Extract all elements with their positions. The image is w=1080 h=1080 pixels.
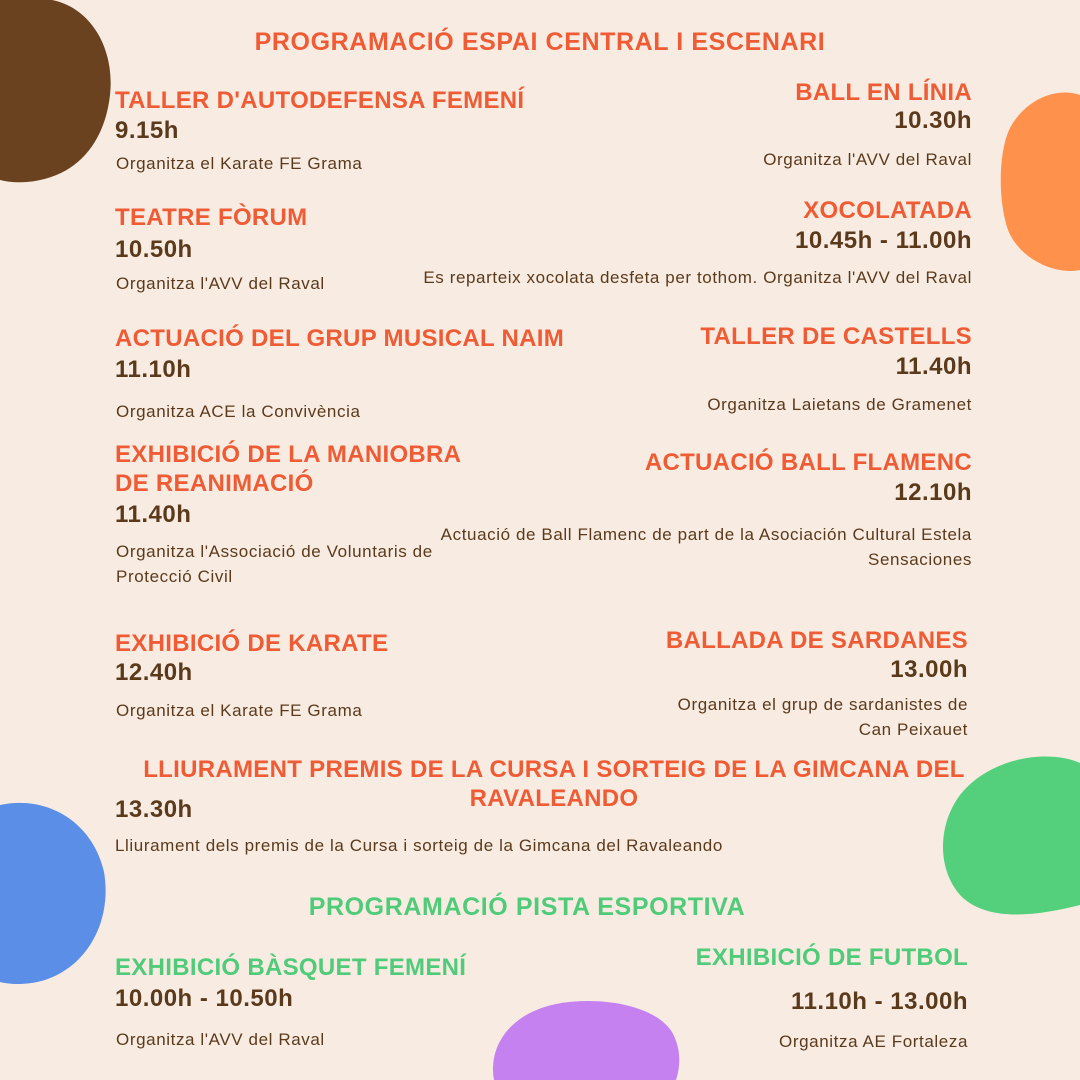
section-title-central: PROGRAMACIÓ ESPAI CENTRAL I ESCENARI — [254, 28, 826, 56]
event-organizer: Organitza el Karate FE Grama — [116, 701, 363, 720]
event-title: TALLER DE CASTELLS — [700, 323, 972, 350]
event-title: TEATRE FÒRUM — [115, 204, 308, 231]
event-time: 10.00h - 10.50h — [115, 985, 294, 1012]
event-time: 11.10h — [115, 356, 192, 383]
event-time: 10.45h - 11.00h — [795, 227, 972, 254]
event-title: ACTUACIÓ DEL GRUP MUSICAL NAIM — [115, 325, 565, 352]
event-organizer: Organitza l'AVV del Raval — [116, 274, 325, 293]
event-time: 12.10h — [894, 479, 972, 506]
event-organizer-line1: Actuació de Ball Flamenc de part de la Asociación Cultural Estela — [440, 525, 972, 544]
event-time: 13.30h — [115, 796, 193, 823]
section-title-pista-esportiva: PROGRAMACIÓ PISTA ESPORTIVA — [308, 893, 746, 921]
event-organizer: Organitza Laietans de Gramenet — [707, 395, 972, 414]
event-time: 10.30h — [894, 107, 972, 134]
event-title: EXHIBICIÓ BÀSQUET FEMENÍ — [115, 954, 467, 981]
event-organizer-line2: Sensaciones — [868, 550, 972, 569]
event-organizer: Lliurament dels premis de la Cursa i sorteig de la Gimcana del Ravaleando — [115, 836, 723, 855]
event-time: 13.00h — [890, 656, 968, 683]
event-time: 11.40h — [115, 501, 192, 528]
event-title: TALLER D'AUTODEFENSA FEMENÍ — [115, 87, 525, 114]
event-title-line2: RAVALEANDO — [469, 785, 639, 812]
event-title: XOCOLATADA — [803, 197, 972, 224]
event-time: 10.50h — [115, 236, 193, 263]
event-organizer-line1: Organitza el grup de sardanistes de — [677, 695, 968, 714]
event-time: 11.10h - 13.00h — [791, 988, 968, 1015]
event-organizer-line1: Organitza l'Associació de Voluntaris de — [116, 542, 433, 561]
purple-blob-decoration — [486, 1000, 686, 1080]
event-organizer-line2: Protecció Civil — [116, 567, 233, 586]
event-time: 11.40h — [895, 353, 972, 380]
event-time: 12.40h — [115, 659, 193, 686]
event-title: EXHIBICIÓ DE FUTBOL — [695, 944, 968, 971]
orange-blob-decoration — [998, 90, 1080, 275]
event-title-line2: DE REANIMACIÓ — [115, 470, 314, 497]
event-title-line1: EXHIBICIÓ DE LA MANIOBRA — [115, 441, 462, 468]
event-organizer-line2: Can Peixauet — [858, 720, 968, 739]
event-organizer: Es reparteix xocolata desfeta per tothom. Organitza l'AVV del Raval — [423, 268, 972, 287]
event-title: EXHIBICIÓ DE KARATE — [115, 630, 389, 657]
event-title-line1: LLIURAMENT PREMIS DE LA CURSA I SORTEIG DE LA GIMCANA DEL — [143, 756, 965, 783]
event-title: BALL EN LÍNIA — [795, 79, 972, 106]
event-title: ACTUACIÓ BALL FLAMENC — [644, 449, 972, 476]
event-organizer: Organitza AE Fortaleza — [779, 1032, 968, 1051]
event-organizer: Organitza ACE la Convivència — [116, 402, 361, 421]
event-organizer: Organitza el Karate FE Grama — [116, 154, 363, 173]
event-time: 9.15h — [115, 117, 179, 144]
event-title: BALLADA DE SARDANES — [665, 627, 968, 654]
event-organizer: Organitza l'AVV del Raval — [763, 150, 972, 169]
event-organizer: Organitza l'AVV del Raval — [116, 1030, 325, 1049]
